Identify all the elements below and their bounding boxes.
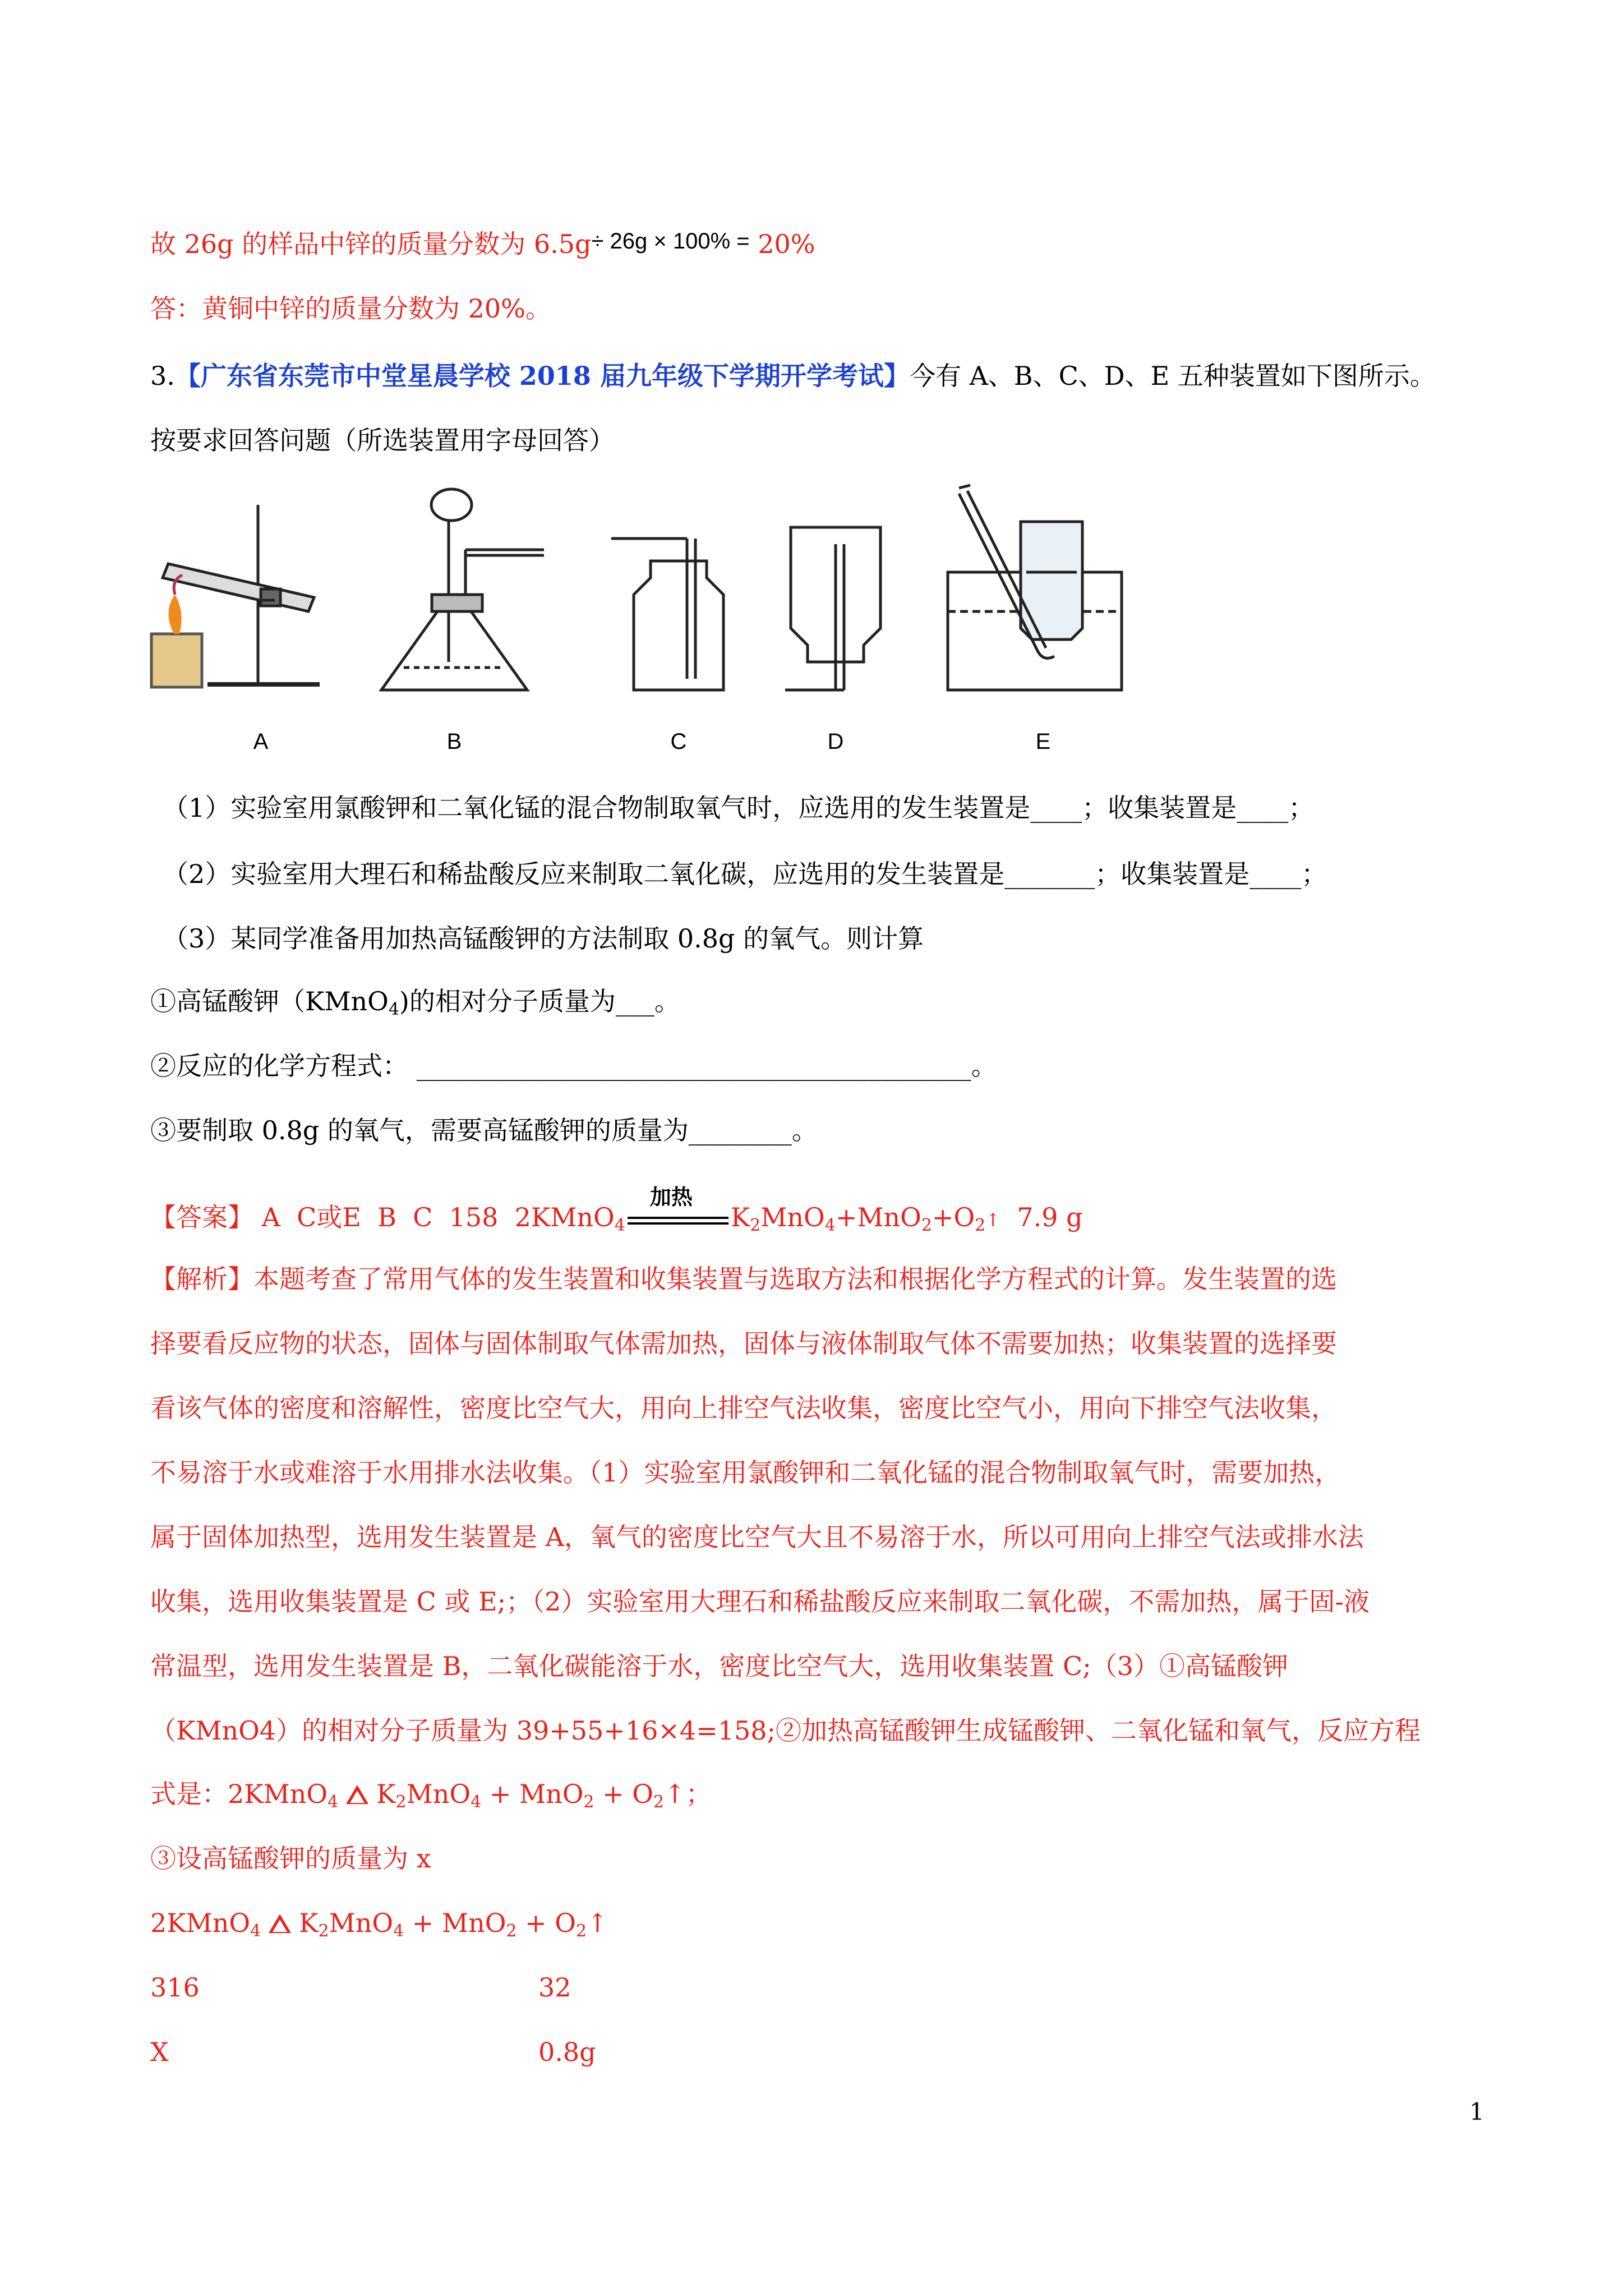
ratio-x: X [150,2037,169,2067]
answer-o2-sub: 2 [975,1216,986,1235]
set-x: ③设高锰酸钾的质量为 x [150,1843,431,1874]
eq-mno-sub: 4 [471,1792,482,1812]
ratio-row-2 [150,2035,169,2069]
calc-1-sub: 4 [388,1000,399,1019]
eq-o2: + O [594,1779,654,1809]
answer-k-sub: 2 [750,1216,761,1235]
eq2-mno2-sub: 2 [506,1921,517,1941]
analysis-8: （KMnO4）的相对分子质量为 39+55+16×4=158;②加热高锰酸钾生成锰酸钾、二氧化锰和氧气，反应方程 [150,1715,1421,1746]
analysis-5: 属于固体加热型，选用发生装置是 A，氧气的密度比空气大且不易溶于水，所以可用向上排空气法或排水法 [150,1522,1364,1552]
question-number: 3. [150,361,175,391]
question-source: 【广东省东莞市中堂星晨学校 2018 届九年级下学期开学考试】 [174,361,910,391]
ratio-row-1 [150,1971,200,2004]
answer-k: K [730,1202,750,1232]
heat-label: 加热 [649,1186,693,1209]
calc-result: 20% [758,229,815,259]
calc-1-text: ①高锰酸钾（KMnO [150,986,389,1016]
eq2-mno-sub: 4 [393,1921,404,1941]
label-b: B [446,729,462,754]
ratio-08g: 0.8g [538,2037,596,2067]
eq2-arrow: ↑ [587,1908,608,1938]
eq2-o2-sub: 2 [576,1921,587,1941]
eq2-k: K [299,1908,319,1938]
heat-triangle-icon [269,1914,291,1933]
answer-mno2: +MnO [835,1202,921,1232]
eq-o2-sub: 2 [653,1792,665,1812]
question-3-header [150,359,1436,393]
answer-sub: 4 [614,1216,625,1235]
calc-1 [150,984,680,1018]
part-3: （3）某同学准备用加热高锰酸钾的方法制取 0.8g 的氧气。则计算 [163,923,924,954]
ratio-32: 32 [538,1972,571,2003]
question-text: 今有 A、B、C、D、E 五种装置如下图所示。 [909,361,1436,391]
label-e: E [1035,729,1051,754]
analysis-3: 看该气体的密度和溶解性，密度比空气大，用向上排空气法收集，密度比空气小，用向下排空气法收集， [150,1393,1337,1423]
equation-line [150,1906,608,1940]
eq2-mno2: + MnO [404,1908,506,1938]
question-3-instruction: 按要求回答问题（所选装置用字母回答） [150,425,615,455]
answer-values: A C或E B C 158 2KMnO [261,1202,615,1232]
analysis-2: 择要看反应物的状态，固体与固体制取气体需加热，固体与液体制取气体不需要加热；收集装置的选择要 [150,1328,1337,1359]
label-d: D [827,729,844,754]
eq-mno2-sub: 2 [583,1792,594,1812]
answer-mno: MnO [760,1202,825,1232]
eq2-text: 2KMnO [150,1908,251,1938]
calc-2: ②反应的化学方程式： ___________________________________________。 [150,1051,997,1081]
heat-equals-sign [628,1186,728,1237]
eq-k: K [376,1779,396,1809]
answer-o2: +O [932,1202,975,1232]
analysis-6: 收集，选用收集装置是 C 或 E;；（2）实验室用大理石和稀盐酸反应来制取二氧化碳，不需加热，属于固-液 [150,1586,1370,1617]
ratio-316: 316 [150,1972,200,2003]
eq-arrow: ↑； [664,1779,712,1809]
eq-mno2: + MnO [481,1779,584,1809]
eq-k-sub: 2 [395,1792,407,1812]
answer-mno2-sub: 2 [921,1216,932,1235]
eq2-o2: + O [517,1908,577,1938]
apparatus-b [381,489,544,690]
analysis-7: 常温型，选用发生装置是 B，二氧化碳能溶于水，密度比空气大，选用收集装置 C;（3）①高锰酸钾 [150,1651,1289,1681]
part-2: （2）实验室用大理石和稀盐酸反应来制取二氧化碳，应选用的发生装置是_______；收集装置是____； [163,859,1327,889]
eq2-mno: MnO [329,1908,394,1938]
eq-sub: 4 [328,1792,339,1812]
calc-formula: ÷ 26g × 100% = [591,229,750,254]
apparatus-figure [140,482,1576,763]
answer-arrow: ↑ [985,1209,1001,1231]
eq-text: 式是：2KMnO [150,1779,328,1809]
answer-mass: 7.9 g [1000,1202,1083,1232]
analysis-9 [150,1777,712,1811]
eq2-k-sub: 2 [318,1921,329,1941]
eq-mno: MnO [406,1779,471,1809]
apparatus-e [948,485,1122,690]
part-1: （1）实验室用氯酸钾和二氧化锰的混合物制取氧气时，应选用的发生装置是____；收集装置是____； [163,793,1315,823]
page-number: 1 [1469,2098,1484,2125]
calc-1-tail: )的相对分子质量为___。 [399,986,680,1016]
calc-text: 故 26g 的样品中锌的质量分数为 6.5g [150,229,592,259]
eq2-sub: 4 [250,1921,261,1941]
heat-triangle-icon [346,1785,368,1804]
answer-summary: 答：黄铜中锌的质量分数为 20%。 [150,293,551,324]
answer-mno-sub: 4 [824,1216,836,1235]
label-a: A [253,729,269,754]
apparatus-d [785,527,880,690]
answer-line [150,1186,1083,1237]
apparatus-a [151,505,320,687]
calc-line [150,224,815,261]
apparatus-c [611,539,723,690]
answer-label: 【答案】 [150,1202,253,1232]
analysis-4: 不易溶于水或难溶于水用排水法收集。（1）实验室用氯酸钾和二氧化锰的混合物制取氧气时，需要加热， [150,1457,1341,1488]
analysis-1: 【解析】本题考查了常用气体的发生装置和收集装置与选取方法和根据化学方程式的计算。发生装置的选 [150,1264,1337,1294]
apparatus-drawing [140,482,1576,718]
calc-3: ③要制取 0.8g 的氧气，需要高锰酸钾的质量为________。 [150,1115,818,1145]
label-c: C [670,729,687,754]
